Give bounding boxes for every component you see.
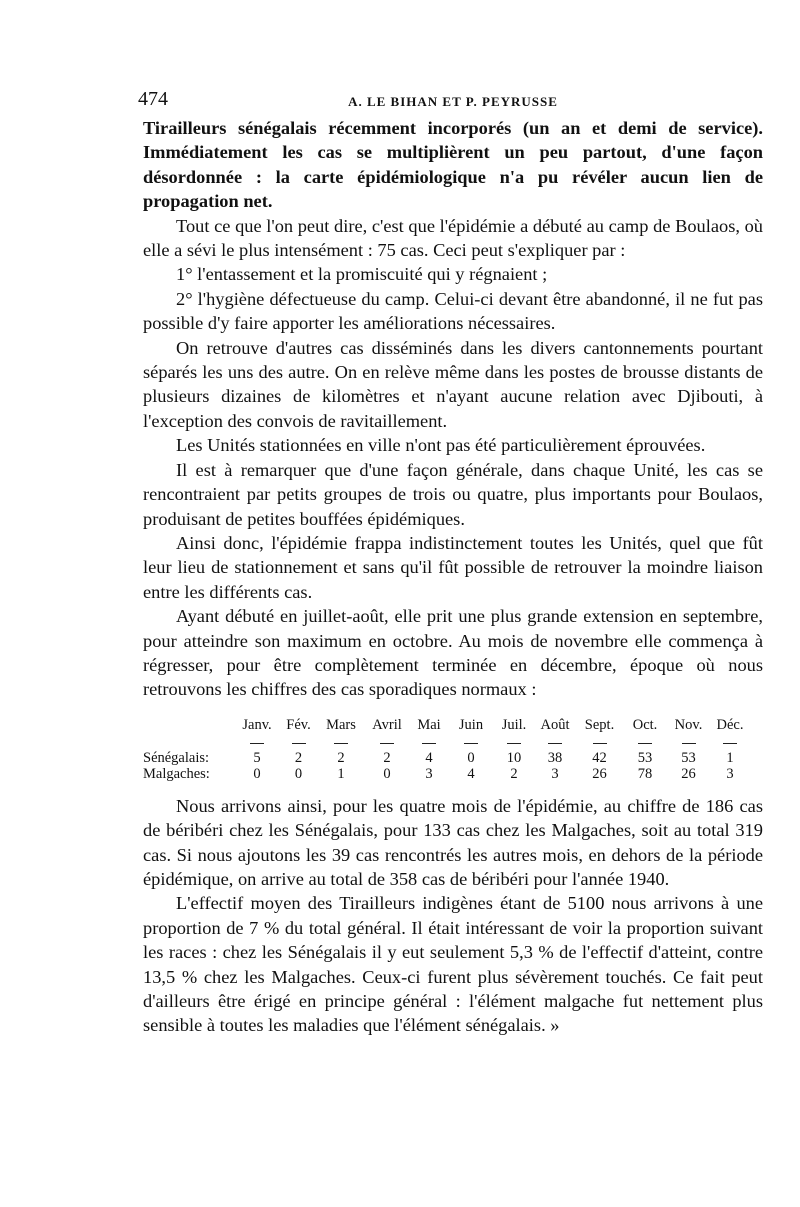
- page-header: [138, 86, 763, 116]
- paragraph-4: Les Unités stationnées en ville n'ont pas été particulièrement éprouvées.: [176, 435, 706, 456]
- month-header: Fév.: [286, 717, 311, 734]
- table-cell: 10: [506, 749, 522, 766]
- paragraph-3: On retrouve d'autres cas disséminés dans les divers cantonnements pourtant séparés les uns des autre. On en relève même dans les postes de brousse distants de plusieurs dizaines de kilomètres et n'ayant aucune relation avec Djibouti, à l'exception des convois de ravitaillement.: [143, 337, 763, 431]
- table-cell: 3: [425, 765, 433, 782]
- month-header: Nov.: [674, 717, 703, 734]
- table-cell: 42: [592, 749, 607, 766]
- table-cell: 4: [425, 749, 433, 766]
- table-cell: 3: [551, 765, 559, 782]
- month-header: Oct.: [632, 717, 658, 734]
- table-cell: 3: [726, 765, 734, 782]
- row-label: Malgaches:: [143, 765, 210, 782]
- table-cell: 2: [383, 749, 391, 766]
- dash-row: [143, 736, 750, 750]
- cases-table-wrap: [143, 716, 763, 782]
- table-cell: 53: [681, 749, 696, 766]
- table-cell: 0: [383, 765, 391, 782]
- page-number: 474: [138, 88, 168, 110]
- table-cell: 0: [467, 749, 475, 766]
- list-item-1: 1° l'entassement et la promiscuité qui y régnaient ;: [176, 264, 548, 285]
- table-row: [143, 766, 750, 782]
- month-header: Janv.: [242, 717, 272, 734]
- table-cell: 4: [467, 765, 475, 782]
- table-corner: [143, 716, 235, 736]
- month-header: Sept.: [584, 717, 615, 734]
- month-header: Mai: [417, 717, 441, 734]
- rule-dash: [292, 743, 306, 744]
- table-cell: 2: [510, 765, 518, 782]
- table-cell: 2: [294, 749, 303, 766]
- table-cell: 1: [337, 765, 345, 782]
- month-header: Avril: [372, 717, 402, 734]
- table-cell: 5: [253, 749, 261, 766]
- cases-table: [143, 716, 750, 782]
- month-header: Août: [540, 717, 570, 734]
- rule-dash: [507, 743, 521, 744]
- paragraph-7: Ayant débuté en juillet-août, elle prit une plus grande extension en septembre, pour atteindre son maximum en octobre. Au mois de novembre elle commença à régresser, pour être complètement terminée en décembre, époque où nous retrouvons les chiffres des cas sporadiques normaux :: [143, 606, 763, 700]
- row-label: Sénégalais:: [143, 749, 210, 766]
- rule-dash: [723, 743, 737, 744]
- rule-dash: [548, 743, 562, 744]
- paragraph-2: Tout ce que l'on peut dire, c'est que l'épidémie a débuté au camp de Boulaos, où elle a sévi le plus intensément : 75 cas. Ceci peut s'expliquer par :: [143, 215, 763, 261]
- table-row: [143, 750, 750, 766]
- month-header: Juil.: [501, 717, 527, 734]
- table-cell: 38: [547, 749, 563, 766]
- paragraph-1: Tirailleurs sénégalais récemment incorporés (un an et demi de service). Immédiatement les cas se multiplièrent un peu partout, d'une façon désordonnée : la carte épidémiologique n'a pu révéler aucun lien de propagation net.: [143, 118, 763, 212]
- rule-dash: [593, 743, 607, 744]
- table-cell: 2: [337, 749, 345, 766]
- rule-dash: [464, 743, 478, 744]
- table-header-row: [143, 716, 750, 736]
- rule-dash: [334, 743, 348, 744]
- rule-dash: [682, 743, 696, 744]
- month-header: Mars: [326, 717, 356, 734]
- list-item-2: 2° l'hygiène défectueuse du camp. Celui-ci devant être abandonné, il ne fut pas possible d'y faire apporter les améliorations nécessaires.: [143, 288, 763, 334]
- rule-dash: [380, 743, 394, 744]
- rule-dash: [250, 743, 264, 744]
- page: [138, 86, 763, 1038]
- paragraph-8: Nous arrivons ainsi, pour les quatre mois de l'épidémie, au chiffre de 186 cas de béribéri chez les Sénégalais, pour 133 cas chez les Malgaches, soit au total 319 cas. Si nous ajoutons les 39 cas rencontrés les autres mois, en dehors de la période épidémique, on arrive au total de 358 cas de béribéri pour l'année 1940.: [143, 795, 763, 889]
- rule-dash: [422, 743, 436, 744]
- table-cell: 0: [294, 765, 303, 782]
- month-header: Déc.: [716, 717, 744, 734]
- paragraph-6: Ainsi donc, l'épidémie frappa indistinctement toutes les Unités, quel que fût leur lieu de stationnement et sans qu'il fût possible de retrouver la moindre liaison entre les différents cas.: [143, 532, 763, 602]
- month-header: Juin: [458, 717, 484, 734]
- table-cell: 78: [637, 765, 653, 782]
- table-cell: 26: [681, 765, 696, 782]
- table-cell: 53: [637, 749, 653, 766]
- table-cell: 26: [592, 765, 607, 782]
- paragraph-9: L'effectif moyen des Tirailleurs indigènes étant de 5100 nous arrivons à une proportion de 7 % du total général. Il était intéressant de voir la proportion suivant les races : chez les Sénégalais il y eut seulement 5,3 % de l'effectif d'atteint, contre 13,5 % chez les Malgaches. Ceux-ci furent plus sévèrement touchés. Ce fait peut d'ailleurs être érigé en principe général : l'élément malgache fut nettement plus sensible à toutes les maladies que l'élément sénégalais. »: [143, 893, 763, 1036]
- paragraph-5: Il est à remarquer que d'une façon générale, dans chaque Unité, les cas se rencontraient par petits groupes de trois ou quatre, plus importants pour Boulaos, produisant de petites bouffées épidémiques.: [143, 459, 763, 529]
- table-cell: 1: [726, 749, 734, 766]
- rule-dash: [638, 743, 652, 744]
- running-title: A. LE BIHAN ET P. PEYRUSSE: [348, 94, 558, 109]
- body-text: [143, 116, 763, 1038]
- table-cell: 0: [253, 765, 261, 782]
